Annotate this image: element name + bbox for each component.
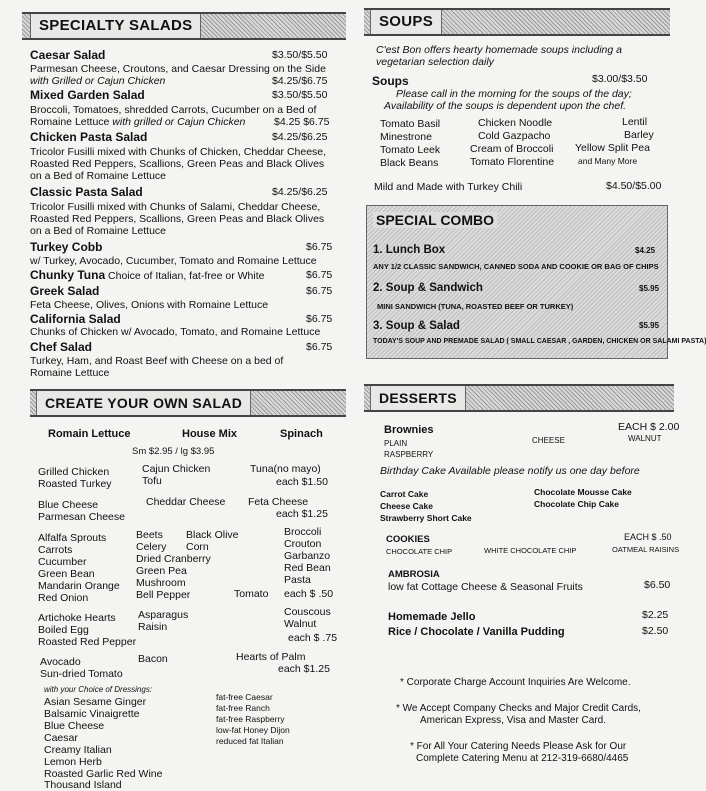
soups-title: SOUPS xyxy=(370,10,442,34)
salad-desc: Roasted Red Peppers, Scallions, Green Peas and Black Olives xyxy=(30,213,325,225)
combo-price: $4.25 xyxy=(635,246,656,255)
topping-price: each $ .50 xyxy=(284,588,334,600)
base-romaine: Romain Lettuce xyxy=(48,428,131,440)
base-house-mix: House Mix xyxy=(182,428,238,440)
topping: Sun-dried Tomato xyxy=(40,668,123,680)
salad-desc: Tricolor Fusilli mixed with Chunks of Chicken, Cheddar Cheese, xyxy=(30,146,327,158)
soup-item: Black Beans xyxy=(380,157,439,169)
salad-price: $6.75 xyxy=(306,269,333,281)
topping: Feta Cheese xyxy=(248,496,309,508)
footer-note: Complete Catering Menu at 212-319-6680/4465 xyxy=(416,753,629,764)
topping: Bell Pepper xyxy=(136,589,191,601)
topping: Green Pea xyxy=(136,565,187,577)
topping: Boiled Egg xyxy=(38,624,89,636)
salad-price: $6.75 xyxy=(306,341,333,353)
create-your-own-header-bar xyxy=(30,389,346,417)
special-combo-box xyxy=(366,205,706,359)
brownie-type: PLAIN xyxy=(384,439,408,448)
ambrosia-price: $6.50 xyxy=(644,579,671,591)
create-your-own-title: CREATE YOUR OWN SALAD xyxy=(36,391,251,415)
topping: Asparagus xyxy=(138,609,189,621)
soup-item: Barley xyxy=(624,129,654,141)
salad-name: Classic Pasta Salad xyxy=(30,185,143,199)
combo-price: $5.95 xyxy=(639,321,660,330)
soup-item: and Many More xyxy=(578,156,638,166)
salad-desc: Romaine Lettuce xyxy=(30,367,110,379)
cake: Chocolate Chip Cake xyxy=(534,499,620,509)
salad-desc: w/ Turkey, Avocado, Cucumber, Tomato and Romaine Lettuce xyxy=(30,255,317,267)
chili: Mild and Made with Turkey Chili xyxy=(374,181,523,193)
footer-note: American Express, Visa and Master Card. xyxy=(420,715,607,726)
topping: Celery xyxy=(136,541,167,553)
salad-name: Chef Salad xyxy=(30,340,93,354)
salad-name: Chicken Pasta Salad xyxy=(30,130,148,144)
topping: Mandarin Orange xyxy=(38,580,120,592)
topping: Mushroom xyxy=(136,577,186,589)
topping: Bacon xyxy=(138,653,168,665)
dressing: Creamy Italian xyxy=(44,744,112,756)
salad-desc: Tricolor Fusilli mixed with Chunks of Salami, Cheddar Cheese, xyxy=(30,201,321,213)
soups-note: Availability of the soups is dependent upon the chef. xyxy=(384,100,627,112)
topping: Cheddar Cheese xyxy=(146,496,226,508)
soup-item: Chicken Noodle xyxy=(478,117,553,129)
salad-name: Chunky Tuna xyxy=(30,268,106,282)
footer-note: * Corporate Charge Account Inquiries Are Welcome. xyxy=(400,677,631,688)
topping: Roasted Turkey xyxy=(38,478,112,490)
footer-note: * For All Your Catering Needs Please Ask for Our xyxy=(410,741,627,752)
topping: Pasta xyxy=(284,574,311,586)
topping: Beets xyxy=(136,529,163,541)
salad-name: Greek Salad xyxy=(30,284,100,298)
base-spinach: Spinach xyxy=(280,428,323,440)
salad-desc: Broccoli, Tomatoes, shredded Carrots, Cucumber on a Bed of xyxy=(30,104,317,116)
chili-price: $4.50/$5.00 xyxy=(606,180,662,192)
salad-price: $4.25/$6.25 xyxy=(272,131,328,143)
topping-price: each $1.25 xyxy=(278,663,330,675)
footer-note: * We Accept Company Checks and Major Credit Cards, xyxy=(396,703,641,714)
soup-item: Tomato Basil xyxy=(380,118,441,130)
topping: Broccoli xyxy=(284,526,322,538)
dressing: Asian Sesame Ginger xyxy=(44,696,147,708)
pudding-price: $2.50 xyxy=(642,625,669,637)
dressing: fat-free Raspberry xyxy=(216,714,285,724)
soup-item: Cold Gazpacho xyxy=(478,130,551,142)
topping: Raisin xyxy=(138,621,168,633)
cookie-type: OATMEAL RAISINS xyxy=(612,545,680,554)
topping-price: each $ .75 xyxy=(288,632,338,644)
salad-desc: Feta Cheese, Olives, Onions with Romaine Lettuce xyxy=(30,299,269,311)
topping: Grilled Chicken xyxy=(38,466,110,478)
salad-price: $3.50/$5.50 xyxy=(272,49,328,61)
combo-desc: TODAY'S SOUP AND PREMADE SALAD ( SMALL CAESAR , GARDEN, CHICKEN OR SALAMI PASTA) xyxy=(373,338,706,345)
salad-price: $4.25/$6.25 xyxy=(272,186,328,198)
combo-title: 2. Soup & Sandwich xyxy=(373,282,483,294)
cookie-type: CHOCOLATE CHIP xyxy=(386,547,453,556)
salad-desc: Turkey, Ham, and Roast Beef with Cheese on a bed of xyxy=(30,355,284,367)
soups-intro: vegetarian selection daily xyxy=(376,56,494,68)
salad-desc: with Grilled or Cajun Chicken xyxy=(30,75,166,87)
salad-desc: Romaine Lettuce xyxy=(30,116,110,128)
topping: Cucumber xyxy=(38,556,87,568)
salad-desc: on a Bed of Romaine Lettuce xyxy=(30,170,167,182)
soup-item: Minestrone xyxy=(380,131,432,143)
salad-price-2: $4.25/$6.75 xyxy=(272,75,328,87)
salad-desc: Parmesan Cheese, Croutons, and Caesar Dressing on the Side xyxy=(30,63,326,75)
ambrosia-desc: low fat Cottage Cheese & Seasonal Fruits xyxy=(388,581,583,593)
soup-item: Lentil xyxy=(622,116,648,128)
salad-price: $6.75 xyxy=(306,241,333,253)
salad-desc: Chunks of Chicken w/ Avocado, Tomato, and Romaine Lettuce xyxy=(30,326,321,338)
topping: Alfalfa Sprouts xyxy=(38,532,107,544)
dressing: Caesar xyxy=(44,732,78,744)
combo-desc: MINI SANDWICH (TUNA, ROASTED BEEF OR TURKEY) xyxy=(377,302,574,311)
topping: Walnut xyxy=(284,618,317,630)
topping: Couscous xyxy=(284,606,331,618)
soups-intro: C'est Bon offers hearty homemade soups including a xyxy=(376,44,622,56)
topping: Avocado xyxy=(40,656,81,668)
soups-header-bar xyxy=(364,8,670,36)
topping: Corn xyxy=(186,541,209,553)
topping: Red Onion xyxy=(38,592,89,604)
salad-desc: on a Bed of Romaine Lettuce xyxy=(30,225,167,237)
special-combo-title: SPECIAL COMBO xyxy=(373,212,497,228)
topping-price: each $1.25 xyxy=(276,508,328,520)
salad-price: $6.75 xyxy=(306,285,333,297)
cake: Strawberry Short Cake xyxy=(380,513,472,523)
desserts-header-bar xyxy=(364,384,674,412)
dressing: Roasted Garlic Red Wine xyxy=(44,768,163,780)
brownie-type: RASPBERRY xyxy=(384,450,434,459)
topping: Hearts of Palm xyxy=(236,651,306,663)
cookies: COOKIES xyxy=(386,534,430,545)
topping: Dried Cranberry xyxy=(136,553,211,565)
jello: Homemade Jello xyxy=(388,611,476,623)
soups-price: $3.00/$3.50 xyxy=(592,73,648,85)
dressing: Blue Cheese xyxy=(44,720,105,732)
cookie-type: WHITE CHOCOLATE CHIP xyxy=(484,546,577,555)
topping: Carrots xyxy=(38,544,73,556)
combo-desc: ANY 1/2 CLASSIC SANDWICH, CANNED SODA AND COOKIE OR BAG OF CHIPS xyxy=(373,262,659,271)
topping: Tofu xyxy=(142,475,162,487)
soup-item: Cream of Broccoli xyxy=(470,143,554,155)
cake: Cheese Cake xyxy=(380,501,433,511)
jello-price: $2.25 xyxy=(642,609,669,621)
topping-price: each $1.50 xyxy=(276,476,328,488)
soups-label: Soups xyxy=(372,74,409,88)
dressing: reduced fat Italian xyxy=(216,736,284,746)
topping: Black Olive xyxy=(186,529,239,541)
salad-name: California Salad xyxy=(30,312,121,326)
soup-item: Tomato Florentine xyxy=(470,156,555,168)
salad-name: Mixed Garden Salad xyxy=(30,88,145,102)
topping: Tomato xyxy=(234,588,269,600)
desserts-title: DESSERTS xyxy=(370,386,466,410)
dressings-intro: with your Choice of Dressings: xyxy=(44,685,153,694)
salad-name: Turkey Cobb xyxy=(30,240,103,254)
dressing: Lemon Herb xyxy=(44,756,102,768)
topping: Green Bean xyxy=(38,568,95,580)
cake: Chocolate Mousse Cake xyxy=(534,487,632,497)
soups-note: Please call in the morning for the soups of the day; xyxy=(396,88,632,100)
topping: Tuna(no mayo) xyxy=(250,463,321,475)
topping: Crouton xyxy=(284,538,322,550)
cookies-price: EACH $ .50 xyxy=(624,532,672,542)
topping: Cajun Chicken xyxy=(142,463,211,475)
soup-item: Tomato Leek xyxy=(380,144,441,156)
salad-name: Caesar Salad xyxy=(30,48,106,62)
salad-desc: Roasted Red Peppers, Scallions, Green Peas and Black Olives xyxy=(30,158,325,170)
pudding: Rice / Chocolate / Vanilla Pudding xyxy=(388,626,565,638)
base-sizes-price: Sm $2.95 / lg $3.95 xyxy=(132,446,215,457)
salad-desc: with grilled or Cajun Chicken xyxy=(109,116,246,128)
birthday-note: Birthday Cake Available please notify us one day before xyxy=(380,465,640,477)
topping: Roasted Red Pepper xyxy=(38,636,137,648)
topping: Parmesan Cheese xyxy=(38,511,125,523)
specialty-salads-header-bar xyxy=(22,12,346,40)
brownie-type: CHEESE xyxy=(532,436,565,445)
salad-price: $6.75 xyxy=(306,313,333,325)
combo-title: 1. Lunch Box xyxy=(373,244,446,256)
dressing: low-fat Honey Dijon xyxy=(216,725,290,735)
ambrosia: AMBROSIA xyxy=(388,569,440,580)
dressing: fat-free Ranch xyxy=(216,703,270,713)
soup-item: Yellow Split Pea xyxy=(575,142,650,154)
brownies-price: EACH $ 2.00 xyxy=(618,421,680,433)
cake: Carrot Cake xyxy=(380,489,429,499)
salad-price: $3.50/$5.50 xyxy=(272,89,328,101)
dressing: Thousand Island xyxy=(44,779,122,791)
specialty-salads-title: SPECIALTY SALADS xyxy=(30,14,201,38)
topping: Blue Cheese xyxy=(38,499,99,511)
salad-price-2: $4.25 $6.75 xyxy=(274,116,330,128)
brownie-type: WALNUT xyxy=(628,434,662,443)
topping: Garbanzo xyxy=(284,550,331,562)
salad-desc: Choice of Italian, fat-free or White xyxy=(105,270,265,282)
brownies: Brownies xyxy=(384,424,434,436)
combo-title: 3. Soup & Salad xyxy=(373,320,460,332)
topping: Artichoke Hearts xyxy=(38,612,116,624)
combo-price: $5.95 xyxy=(639,284,660,293)
dressing: fat-free Caesar xyxy=(216,692,273,702)
topping: Red Bean xyxy=(284,562,331,574)
dressing: Balsamic Vinaigrette xyxy=(44,708,140,720)
